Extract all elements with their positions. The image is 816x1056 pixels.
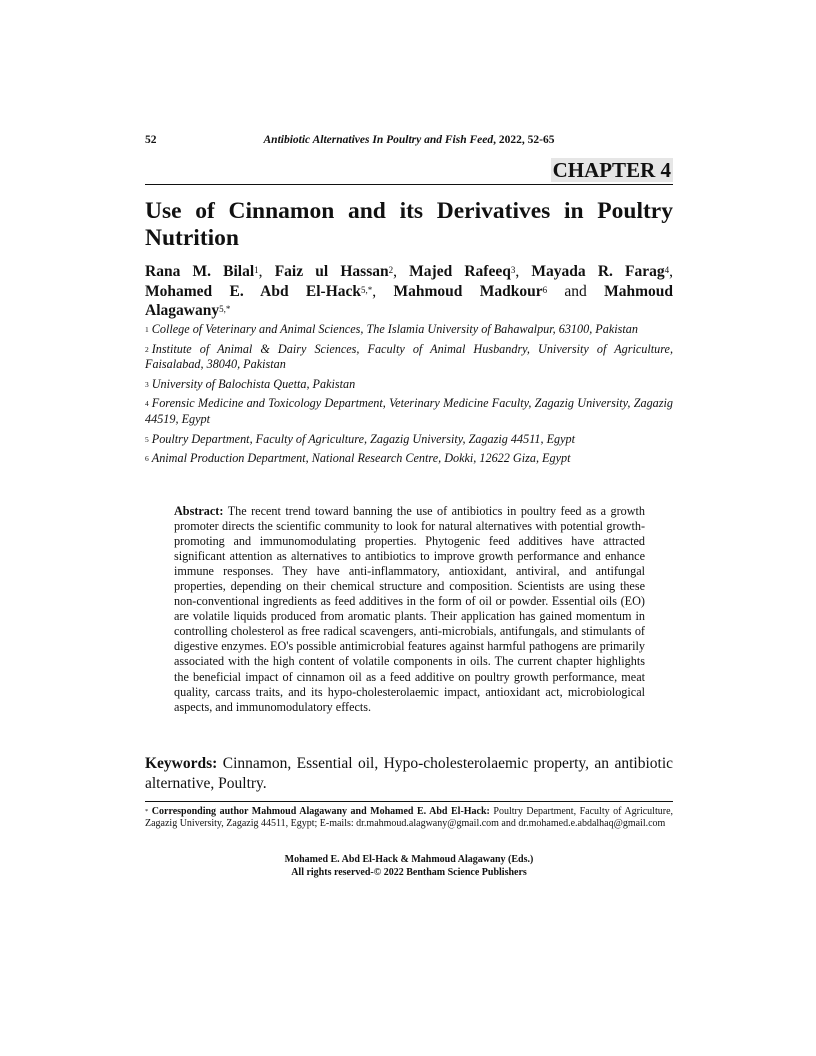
author-affiliation-mark: 5,*: [361, 284, 373, 295]
affiliation-text: Poultry Department, Faculty of Agriculture, Zagazig University, Zagazig 44511, Egypt: [151, 431, 576, 446]
journal-citation: [145, 134, 673, 146]
affiliation-text: Institute of Animal & Dairy Sciences, Faculty of Animal Husbandry, University of Agriculture, Faisalabad, 38040, Pakistan: [145, 341, 673, 372]
author-name-part: Alagawany: [145, 302, 220, 319]
affiliation-text: College of Veterinary and Animal Sciences, The Islamia University of Bahawalpur, 63100, Pakistan: [151, 322, 638, 336]
author-name: Faiz ul Hassan: [274, 263, 389, 280]
author-line-2: Mohamed E. Abd El-Hack$^{5,*}$, Mahmoud Madkour$^6$ and Mahmoud: [145, 282, 674, 300]
author-affiliation-mark: 4: [664, 265, 670, 275]
affiliation-number: 2: [145, 344, 149, 354]
author-name: Mayada R. Farag: [531, 263, 665, 280]
abstract-text: The recent trend toward banning the use of antibiotics in poultry feed as a growth promoter directs the scientific community to look for natural alternatives with potential growth-promoting and immunomodulating properties. Phytogenic feed additives have attracted significant attention as alternatives to antibiotics to improve growth performance and enhance immune responses. They have anti-inflammatory, antioxidant, antiviral, and antifungal properties, depending on their chemical structure and composition. Scientists are using these non-conventional ingredients as feed additives in the form of oil or powder. Essential oils (EO) are volatile liquids produced from aromatic plants. Their application has gained momentum in controlling cholesterol as free radical scavengers, anti-microbials, antifungals, and stimulants of digestive enzymes. EO's possible antimicrobial features against harmful pathogens are primarily associated with the high content of volatile components in oils. The current chapter highlights the beneficial impact of cinnamon oil as a feed additive on poultry growth performance, meat quality, carcass traits, and its hypo-cholesterolaemic impact, antioxidant act, microbiological aspects, and immunomodulatory effects.: [174, 504, 646, 714]
footnote-mark: *: [145, 808, 149, 815]
chapter-label: CHAPTER 4: [552, 158, 671, 182]
keywords-text: Cinnamon, Essential oil, Hypo-cholesterolaemic property, an antibiotic alternative, Poultry.: [145, 755, 674, 792]
title-line-1: Use of Cinnamon and its Derivatives in Poultry: [145, 198, 673, 224]
footnote-text: Poultry Department, Faculty of Agriculture, Zagazig University, Zagazig 44511, Egypt; E-mails: dr.mahmoud.alagwany@gmail.com and dr.mohamed.e.abdalhaq@gmail.com: [145, 806, 674, 829]
affiliation-number: 1: [145, 325, 149, 334]
affiliation: [145, 342, 673, 373]
abstract-label: Abstract:: [174, 504, 224, 518]
journal-year-pages: , 2022, 52-65: [493, 134, 555, 146]
keywords: [145, 754, 673, 793]
affiliation-text: Forensic Medicine and Toxicology Department, Veterinary Medicine Faculty, Zagazig University, Zagazig 44519, Egypt: [145, 396, 673, 426]
chapter-heading: [145, 158, 673, 185]
author-line-1: Rana M. Bilal$^1$, Faiz ul Hassan$^2$, Majed Rafeeq$^3$, Mayada R. Farag$^4$,: [145, 263, 674, 280]
author-affiliation-mark: 5,*: [219, 304, 231, 314]
corresponding-author-footnote: [145, 801, 673, 830]
page-number: 52: [145, 134, 157, 146]
affiliation-number: 6: [145, 454, 149, 464]
author-name: Mahmoud Madkour: [393, 282, 543, 300]
affiliation: [145, 396, 673, 427]
paper-title: [145, 198, 673, 252]
editors-line: Mohamed E. Abd El-Hack & Mahmoud Alagawany (Eds.): [284, 854, 534, 865]
affiliation: [145, 377, 673, 393]
author-name: Rana M. Bilal: [145, 263, 255, 280]
affiliation-text: Animal Production Department, National Research Centre, Dokki, 12622 Giza, Egypt: [151, 451, 571, 466]
author-name: Mohamed E. Abd El-Hack: [145, 282, 362, 300]
affiliation-number: 3: [145, 379, 149, 389]
author-affiliation-mark: 3: [510, 265, 516, 275]
author-affiliation-mark: 1: [254, 265, 259, 275]
author-affiliation-mark: 2: [388, 265, 394, 275]
title-line-2: Nutrition: [145, 225, 239, 251]
author-name: Majed Rafeeq: [409, 263, 511, 280]
affiliation: [145, 322, 673, 338]
affiliation-text: University of Balochista Quetta, Pakistan: [151, 376, 356, 391]
abstract: [174, 504, 645, 715]
footnote-label: Corresponding author Mahmoud Alagawany and Mohamed E. Abd El-Hack:: [151, 806, 490, 817]
affiliation: [145, 451, 673, 467]
affiliation-number: 5: [145, 434, 149, 444]
journal-title: Antibiotic Alternatives In Poultry and Fish Feed: [263, 134, 494, 146]
copyright-line: All rights reserved-© 2022 Bentham Science Publishers: [291, 866, 527, 878]
affiliation: [145, 432, 673, 448]
keywords-label: Keywords:: [145, 755, 218, 772]
editors-block: [145, 854, 673, 879]
affiliation-list: [145, 322, 673, 471]
author-affiliation-mark: 6: [542, 284, 548, 295]
author-list: [145, 262, 673, 321]
author-conjunction: and: [564, 282, 587, 300]
affiliation-number: 4: [145, 399, 149, 409]
author-name-part: Mahmoud: [604, 282, 674, 300]
author-line-3: [145, 301, 673, 321]
